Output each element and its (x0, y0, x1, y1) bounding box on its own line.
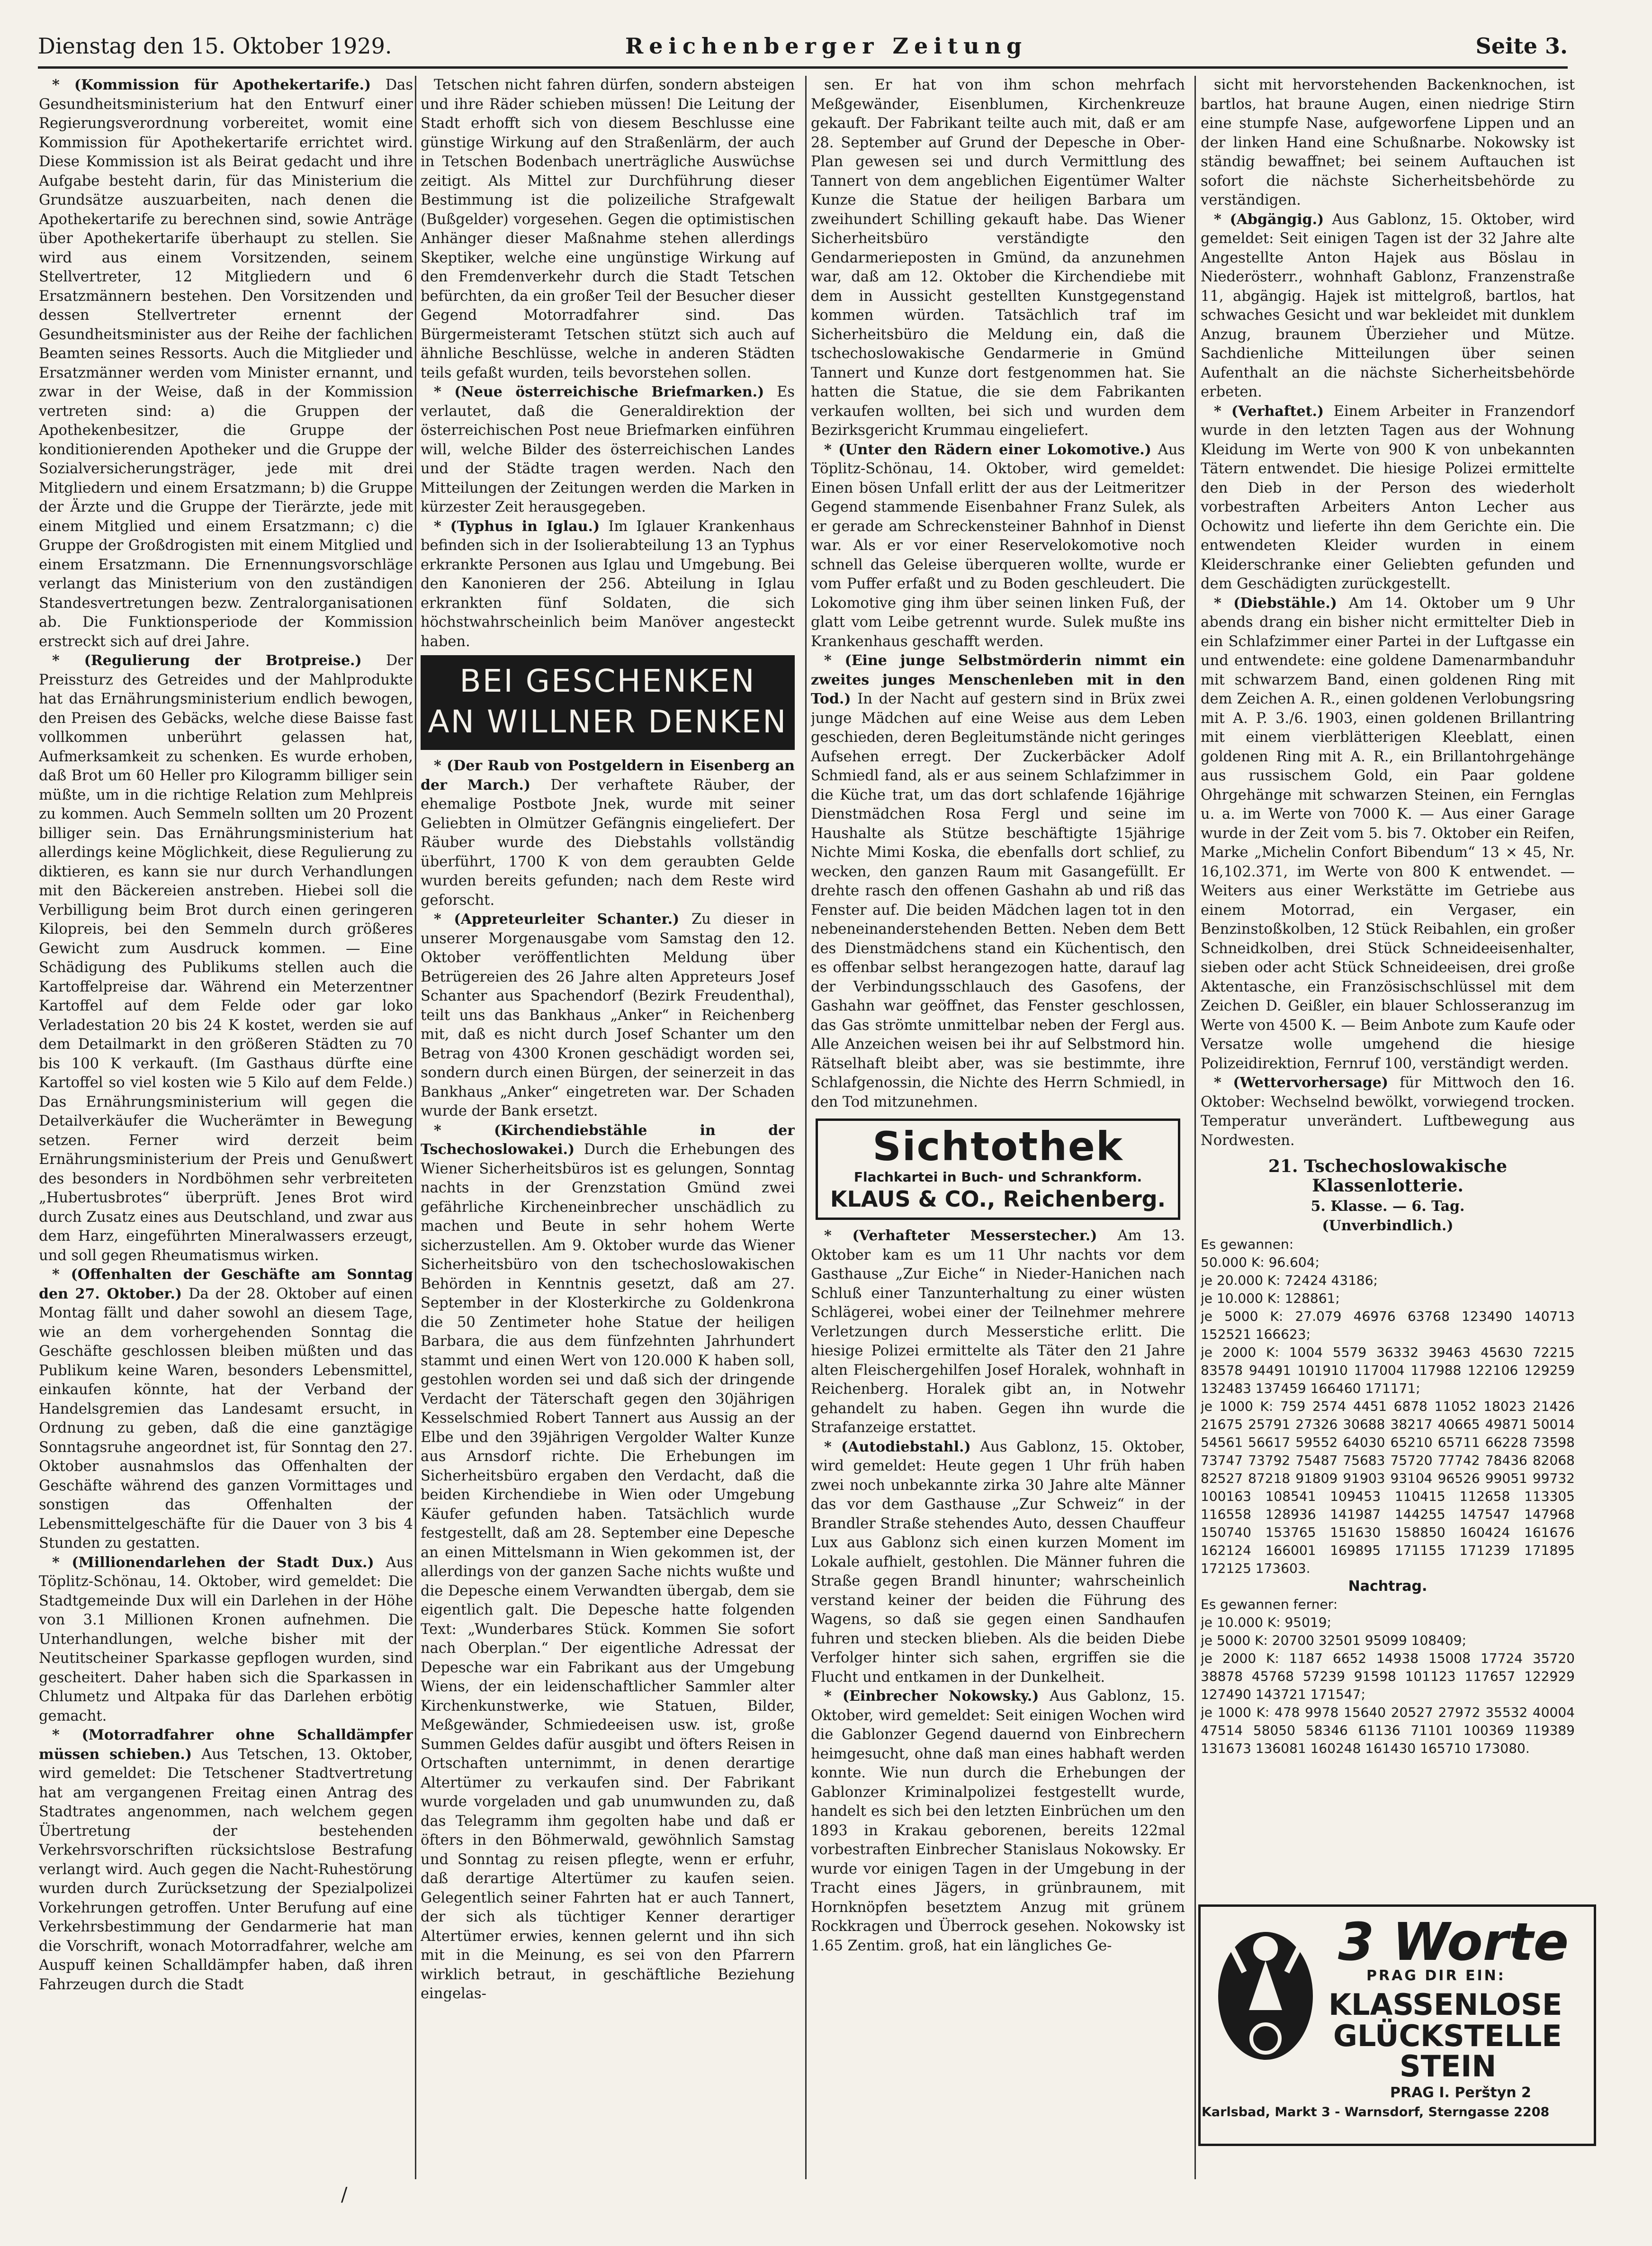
ad-stein-name: STEIN (1400, 2049, 1497, 2084)
advertisement-willner (421, 655, 795, 750)
article (39, 1265, 413, 1553)
article (421, 76, 795, 383)
article (421, 910, 795, 1121)
article-body: Am 13. Oktober kam es um 11 Uhr nachts vor dem Gasthause „Zur Eiche“ in Nieder-Hanichen nach Schluß einer Tanzunterhaltung zu einer wüsten Schlägerei, wobei einer der Teilnehmer mehrere Verletzungen durch Messerstiche erlitt. Die hiesige Polizei ermittelte als Täter den 21 Jahre alten Fleischergehilfen Josef Horalek, wohnhaft in Reichenberg. Horalek gibt an, in Notwehr gehandelt zu haben. Gegen ihn wurde die Strafanzeige erstattet. (811, 1227, 1185, 1436)
article (421, 757, 795, 910)
article-heading: * (Appreteurleiter Schanter.) (434, 911, 680, 928)
ad-stein-line: GLÜCKSTELLE (1333, 2019, 1562, 2053)
newspaper-title: Reichenberger Zeitung (625, 33, 1028, 59)
article-heading: * (Diebstähle.) (1214, 595, 1337, 612)
article-body: Aus Gablonz, 15. Oktober, wird gemeldet: Seit einigen Wochen wird die Gablonzer Gegend dauernd von Einbrechern heimgesucht, ohne daß man eines habhaft werden konnte. Wie nun durch die Erhebungen der Gablonzer Kriminalpolizei festgestellt wurde, handelt es sich bei den letzten Einbrüchen um den 1893 in Krakau geborenen, bereits 122mal vorbestraften Einbrecher Stanislaus Nokowsky. Er wurde vor einigen Tagen in der Umgebung in der Tracht eines Jägers, in grünbraunem, mit Hornknöpfen besetztem Anzug mit grünem Rockkragen und Überrock gesehen. Nokowsky ist 1.65 Zentim. groß, hat ein längliches Ge- (811, 1688, 1185, 1954)
ad-willner-line: BEI GESCHENKEN (459, 663, 756, 699)
article (811, 1438, 1185, 1687)
article-body: Am 14. Oktober um 9 Uhr abends drang ein bisher nicht ermittelter Dieb in ein Schlafzimmer einer Partei in der Luftgasse ein und entwendete: eine goldene Damenarmbanduhr mit schwarzem Band, einen goldenen Ring mit dem Zeichen A. R., einen goldenen Verlobungsring mit A. P. 3./6. 1903, einen goldenen Brillantring mit einem vierblätterigen Kleeblatt, einen goldenen Ring mit A. R., ein Brillantohrgehänge aus russischem Gold, ein Paar goldene Ohrgehänge mit schwarzen Steinen, ein Fernglas u. a. im Werte von 7000 K. — Aus einer Garage wurde in der Zeit vom 5. bis 7. Oktober ein Reifen, Marke „Michelin Confort Bibendum“ 13 × 45, Nr. 16,102.371, im Werte von 800 K entwendet. — Weiters aus einer Werkstätte im Getriebe aus einem Motorrad, ein Vergaser, ein Benzinstoßkolben, 12 Stück Reibahlen, ein großer Schneidkolben, drei Stück Schneideeisenhalter, sieben oder acht Stück Schneideeisen, drei große Aktentasche, ein Französischschlüssel mit dem Zeichen D. Geißler, ein blauer Schlosseranzug im Werte von 4500 K. — Beim Anbote zum Kaufe oder Versatze wolle umgehend die hiesige Polizeidirektion, Fernruf 100, verständigt werden. (1201, 595, 1575, 1072)
article-heading: * (Typhus in Iglau.) (434, 518, 600, 535)
article-heading: * (Wettervorhersage) (1214, 1074, 1389, 1091)
article (811, 1687, 1185, 1956)
article-heading: * (Regulierung der Brotpreise.) (52, 652, 362, 669)
lottery-intro: Es gewannen: (1201, 1236, 1294, 1252)
lottery-row: je 10.000 K: 128861; (1201, 1290, 1340, 1306)
ad-stein-address: PRAG I. Perštyn 2 (1390, 2084, 1531, 2101)
lottery-title: 21. Tschechoslowakische Klassenlotterie. (1268, 1156, 1508, 1196)
article-heading: * (Verhaftet.) (1214, 403, 1324, 420)
lottery-row: je 5000 K: 27.079 46976 63768 123490 140713 152521 166623; (1201, 1308, 1575, 1342)
article-body: In der Nacht auf gestern sind in Brüx zwei junge Mädchen auf eine Weise aus dem Leben geschieden, deren Begleitumstände nicht geringes Aufsehen erregt. Der Zuckerbäcker Adolf Schmiedl fand, als er aus seinem Schlafzimmer in die Küche trat, um das dort schlafende 16jährige Dienstmädchen Rosa Fergl und seine im Haushalte als Stütze beschäftigte 15jährige Nichte Mimi Koska, die ebenfalls dort schlief, zu wecken, den ganzen Raum mit Gasangefüllt. Er drehte rasch den offenen Gashahn ab und riß das Fenster auf. Die beiden Mädchen lagen tot in den nebeneinanderstehenden Betten. Neben dem Bett des Dienstmädchens stand ein Küchentisch, den es offenbar selbst herangezogen hatte, darauf lag der Verbindungsschlauch des Gasofens, der Gashahn war geöffnet, das Fenster geschlossen, das Gas strömte unmittelbar neben der Fergl aus. Alle Anzeichen weisen bei ihr auf Selbstmord hin. Rätselhaft bleibt aber, was sie bestimmte, ihre Schlafgenossin, die Nichte des Herrn Schmiedl, in den Tod mitzunehmen. (811, 691, 1185, 1110)
article (1201, 210, 1575, 402)
article (811, 651, 1185, 1112)
article-body: Im Iglauer Krankenhaus befinden sich in der Isolierabteilung 13 an Typhus erkrankte Personen aus Iglau und Umgebung. Bei den Kanonieren der 256. Abteilung in Iglau erkrankten fünf Soldaten, die sich höchstwahrscheinlich beim Manöver angesteckt haben. (421, 518, 795, 650)
article-heading: * (Abgängig.) (1214, 211, 1324, 228)
article-body: Zu dieser in unserer Morgenausgabe vom Samstag den 12. Oktober veröffentlichten Meldung über Betrügereien des 26 Jahre alten Appreteurs Josef Schanter aus Spachendorf (Bezirk Freudenthal), teilt uns das Bankhaus „Anker“ in Reichenberg mit, daß es nicht durch Josef Schanter um den Betrag von 4300 Kronen geschädigt worden sei, sondern durch einen Bürgen, der seinerzeit in das Bankhaus „Anker“ eingetreten war. Der Schaden wurde der Bank ersetzt. (421, 911, 795, 1119)
advertisement-stein (1198, 1904, 1596, 2146)
ad-stein-branches: Karlsbad, Markt 3 - Warnsdorf, Sterngasse 2208 (1202, 2105, 1550, 2120)
article (421, 517, 795, 652)
ad-sicht-tagline: Flachkartei in Buch- und Schrankform. (853, 1169, 1142, 1185)
article (1201, 594, 1575, 1074)
article-body: Das Gesundheitsministerium hat den Entwurf einer Regierungsverordnung vorbereitet, womit eine Kommission für Apothekertarife errichtet wird. Diese Kommission ist als Beirat gedacht und ihre Aufgabe besteht darin, für das Ministerium die Grundsätze auszuarbeiten, nach denen die Apothekertarife zu berechnen sind, sowie Anträge über Apothekertarife überhaupt zu stellen. Sie wird aus einem Vorsitzenden, seinem Stellvertreter, 12 Mitgliedern und 6 Ersatzmännern bestehen. Den Vorsitzenden und dessen Stellvertreter ernennt der Gesundheitsminister aus der Reihe der fachlichen Beamten seines Ressorts. Auch die Mitglieder und Ersatzmänner werden vom Minister ernannt, und zwar in der Weise, daß in der Kommission vertreten sind: a) die Gruppen der Apothekenbesitzer, die Gruppe der konditionierenden Apotheker und die Gruppe der Sozialversicherungsträger, jede mit drei Mitgliedern und einem Ersatzmann; b) die Gruppe der Ärzte und die Gruppe der Tierärzte, jede mit einem Mitglied und einem Ersatzmann; c) die Gruppe der Großdrogisten mit einem Mitglied und einem Ersatzmann. Die Ernennungsvorschläge verlangt das Ministerium von den zuständigen Standesvertretungen bezw. Zentralorganisationen ab. Die Funktionsperiode der Kommission erstreckt sich auf drei Jahre. (39, 77, 413, 650)
lottery-supplement-title: Nachtrag. (1348, 1578, 1428, 1595)
article-body: Der Preissturz des Getreides und der Mahlprodukte hat das Ernährungsministerium endlich bewogen, den Preisen des Gebäcks, welche diese Baisse fast vollkommen unberührt gelassen hat, Aufmerksamkeit zu schenken. Es wurde erhoben, daß Brot um 60 Heller pro Kilogramm billiger sein müßte, um in die richtige Relation zum Mehlpreis zu kommen. Auch Semmeln sollten um 20 Prozent billiger sein. Das Ernährungsministerium hat allerdings keine Möglichkeit, diese Regulierung zu diktieren, es kann sie nur durch Verhandlungen mit den Bäckereien anstreben. Hiebei soll die Verbilligung beim Brot durch einen geringeren Kilopreis, bei den Semmeln durch größeres Gewicht zum Ausdruck kommen. — Eine Schädigung des Publikums stellen auch die Kartoffelpreise dar. Während ein Meterzentner Kartoffel auf dem Felde oder gar loko Verladestation 20 bis 24 K kostet, werden sie auf dem Detailmarkt in den größeren Städten zu 70 bis 100 K verkauft. (Im Gasthaus dürfte eine Kartoffel so viel kosten wie 5 Kilo auf dem Felde.) Das Ernährungsministerium will gegen die Detailverkäufer die Wucherämter in Bewegung setzen. Ferner wird derzeit beim Ernährungsministerium der Preis und Genußwert des besonders in Nordböhmen sehr verbreiteten „Hubertusbrotes“ überprüft. Jenes Brot wird durch Zusatz eines aus Deutschland, und zwar aus dem Harz, eingeführten Mineralwassers erzeugt, und soll gegen Rheumatismus wirken. (39, 652, 413, 1264)
lottery-row: je 1000 K: 478 9978 15640 20527 27972 35532 40004 47514 58050 58346 61136 71101 100369 119389 131673 136081 160248 161430 165710 173080. (1201, 1705, 1575, 1756)
article (811, 76, 1185, 441)
lottery-row: je 10.000 K: 95019; (1201, 1615, 1331, 1630)
article (39, 1726, 413, 1994)
lottery-row: je 20.000 K: 72424 43186; (1201, 1272, 1378, 1288)
advertisement-sichtothek (816, 1118, 1180, 1220)
lottery-numbers (1201, 1236, 1575, 1758)
column-3 (811, 76, 1185, 2179)
article-body: Aus Töplitz-Schönau, 14. Oktober, wird gemeldet: Die Stadtgemeinde Dux will ein Darlehen in der Höhe von 3.1 Millionen Kronen aufnehmen. Die Unterhandlungen, welche bisher mit der Neutitscheiner Sparkasse gepflogen wurden, sind gescheitert. Daher haben sich die Sparkassen in Chlumetz und Altpaka für das Darlehen erbötig gemacht. (39, 1554, 413, 1724)
article (421, 383, 795, 517)
article-body: Der verhaftete Räuber, der ehemalige Postbote Jnek, wurde mit seiner Geliebten in Olmützer Gefängnis eingeliefert. Der Räuber wurde des Diebstahls vollständig überführt, 1700 K von dem geraubten Gelde wurden bereits gefunden; nach dem Reste wird geforscht. (421, 776, 795, 909)
lottery-row: je 5000 K: 20700 32501 95099 108409; (1201, 1633, 1466, 1648)
ad-stein-headline: 3 Worte (1338, 1912, 1569, 1972)
article (39, 76, 413, 651)
article-heading: * (Kirchendiebstähle in der Tschechoslowakei.) (421, 1122, 795, 1158)
ad-willner-line: AN WILLNER DENKEN (428, 704, 788, 740)
article-body: Aus Töplitz-Schönau, 14. Oktober, wird gemeldet: Einen bösen Unfall erlitt der aus der Leitmeritzer Gegend stammende Eisenbahner Franz Sulek, als er gerade am Schreckensteiner Bahnhof in Dienst war. Als er vor einer Reservelokomotive noch schnell das Geleise überqueren wollte, wurde er vom Puffer erfaßt und zu Boden geschleudert. Die Lokomotive ging ihm über seinen linken Fuß, der glatt vom Leibe getrennt wurde. Sulek mußte ins Krankenhaus geschafft werden. (811, 441, 1185, 650)
article-body: sen. Er hat von ihm schon mehrfach Meßgewänder, Eisenblumen, Kirchenkreuze gekauft. Der Fabrikant teilte auch mit, daß er am 28. September auf Grund der Depesche in Ober-Plan gewesen sei und durch Vermittlung des Tannert von dem angeblichen Eigentümer Walter Kunze die Statue der heiligen Barbara um zweihundert Schilling gekauft habe. Das Wiener Sicherheitsbüro verständigte den Gendarmerieposten in Gmünd, da anzunehmen war, daß am 12. Oktober die Kirchendiebe mit dem in Aussicht gestellten Kunstgegenstand kommen würden. Tatsächlich traf im Sicherheitsbüro die Meldung ein, daß die tschechoslowakische Gendarmerie in Gmünd Tannert und Kunze dort festgenommen hat. Sie hatten die Statue, die sie dem Fabrikanten verkaufen wollten, bei sich und wurden dem Bezirksgericht Krummau eingeliefert. (811, 77, 1185, 439)
lottery-results (1201, 1157, 1575, 1758)
article-heading: * (Einbrecher Nokowsky.) (824, 1688, 1039, 1705)
fortuna-emblem-icon (1211, 1915, 1320, 2067)
column-2 (421, 76, 795, 2179)
lottery-row: je 2000 K: 1004 5579 36332 39463 45630 72215 83578 94491 101910 117004 117988 122106 129259 132483 137459 166460 171171; (1201, 1344, 1575, 1396)
article (39, 1553, 413, 1726)
article-body: Aus Gablonz, 15. Oktober, wird gemeldet: Heute gegen 1 Uhr früh haben zwei noch unbekannte zirka 30 Jahre alte Männer das vor dem Gasthause „Zur Schweiz“ in der Brandler Straße stehendes Auto, dessen Chauffeur Lux aus Gablonz sich einen kurzen Moment im Lokale aufhielt, gestohlen. Die Männer fuhren die Straße gegen Brandl hinunter; wahrscheinlich verstand keiner der beiden die Führung des Wagens, so daß sie gegen einen Sandhaufen fuhren und stecken blieben. Als die beiden Diebe Verfolger hinter sich sahen, ergriffen sie die Flucht und entkamen in der Dunkelheit. (811, 1438, 1185, 1686)
article (1201, 76, 1575, 210)
article (39, 651, 413, 1265)
lottery-row: je 1000 K: 759 2574 4451 6878 11052 18023 21426 21675 25791 27326 30688 38217 40665 49871 50014 54561 56617 59552 64030 65210 65711 66228 73598 73747 73792 75487 75683 75720 77742 78436 82068 82527 87218 91809 91903 93104 96526 99051 99732 100163 108541 109453 110415 112658 113305 116558 128936 141987 144255 147547 147968 150740 153765 151630 158850 160424 161676 162124 166001 169895 171155 171239 171895 172125 173603. (1201, 1398, 1575, 1576)
article-body: Es verlautet, daß die Generaldirektion der österreichischen Post neue Briefmarken einführen will, welche Bilder des österreichischen Landes und der Städte tragen werden. Nach den Mitteilungen der Zeitungen werden die Marken in kürzester Zeit herausgegeben. (421, 384, 795, 515)
article-heading: * (Verhafteter Messerstecher.) (824, 1227, 1097, 1244)
column-rule (805, 76, 807, 2179)
lottery-row: je 2000 K: 1187 6652 14938 15008 17724 35720 38878 45768 57239 91598 101123 117657 122929 127490 143721 171547; (1201, 1651, 1575, 1702)
column-4 (1201, 76, 1575, 2179)
ad-sicht-name: Sichtothek (872, 1123, 1123, 1170)
lottery-subtitle: 5. Klasse. — 6. Tag. (1311, 1198, 1465, 1215)
article (421, 1121, 795, 2004)
article-heading: * (Neue österreichische Briefmarken.) (434, 384, 764, 400)
article-heading: * (Motorradfahrer ohne Schalldämpfer müssen schieben.) (39, 1727, 413, 1763)
article (811, 441, 1185, 652)
lottery-note: (Unverbindlich.) (1322, 1217, 1454, 1234)
article-body: Einem Arbeiter in Franzendorf wurde in den letzten Tagen aus der Wohnung Kleidung im Werte von 900 K von unbekannten Tätern entwendet. Die hiesige Polizei ermittelte den Dieb in der Person des wiederholt vorbestraften Arbeiters Anton Lecher aus Ochowitz und lieferte ihn dem Gerichte ein. Die entwendeten Kleider wurden in einem Kleiderschranke einer Geliebten gefunden und dem Geschädigten zurückgestellt. (1201, 403, 1575, 592)
article-body: Tetschen nicht fahren dürfen, sondern absteigen und ihre Räder schieben müssen! Die Leitung der Stadt erhofft sich von diesem Beschlusse eine günstige Wirkung auf den Straßenlärm, der auch in Tetschen Bodenbach unerträgliche Auswüchse zeitigt. Als Mittel zur Durchführung dieser Bestimmung ist die polizeiliche Strafgewalt (Bußgelder) vorgesehen. Gegen die optimistischen Anhänger dieser Maßnahme stehen allerdings Skeptiker, welche eine ungünstige Wirkung auf den Fremdenverkehr durch die Stadt Tetschen befürchten, da ein großer Teil der Besucher dieser Gegend Motorradfahrer sind. Das Bürgermeisteramt Tetschen stützt sich auch auf ähnliche Beschlüsse, welche in anderen Städten teils gefaßt wurden, teils bevorstehen sollen. (421, 77, 795, 381)
article-heading: * (Millionendarlehen der Stadt Dux.) (52, 1554, 374, 1571)
ad-sicht-firm: KLAUS & CO., Reichenberg. (830, 1186, 1166, 1212)
article-body: Aus Tetschen, 13. Oktober, wird gemeldet: Die Tetschener Stadtvertretung hat am vergangenen Freitag einen Antrag des Stadtrates angenommen, nach welchem gegen Übertretung der bestehenden Verkehrsvorschriften rücksichtslose Bestrafung verlangt wird. Auch gegen die Nacht-Ruhestörung wurden durch Zurücksetzung der Spezialpolizei Vorkehrungen getroffen. Unter Berufung auf eine Verkehrsbestimmung der Gendarmerie hat man die Vorschrift, wonach Motorradfahrer, welche am Auspuff keinen Schalldämpfer haben, daß ihren Fahrzeugen durch die Stadt (39, 1746, 413, 1993)
lottery-intro: Es gewannen ferner: (1201, 1597, 1338, 1612)
article-heading: * (Kommission für Apothekertarife.) (52, 77, 371, 93)
ad-stein-subline: PRAG DIR EIN: (1366, 1967, 1506, 1984)
column-rule (1194, 76, 1196, 2179)
article-body: Aus Gablonz, 15. Oktober, wird gemeldet: Seit einigen Tagen ist der 32 Jahre alte Angestellte Anton Hajek aus Böslau in Niederösterr., wohnhaft Gablonz, Franzenstraße 11, abgängig. Hajek ist mittelgroß, bartlos, hat schwaches Gesicht und war bekleidet mit dunklem Anzug, braunem Überzieher und Mütze. Sachdienliche Mitteilungen über seinen Aufenthalt an die nächste Sicherheitsbehörde erbeten. (1201, 211, 1575, 400)
header-date: Dienstag den 15. Oktober 1929. (38, 33, 392, 59)
article-body: für Mittwoch den 16. Oktober: Wechselnd bewölkt, vorwiegend trocken. Temperatur unverändert. Luftbewegung aus Nordwesten. (1201, 1074, 1575, 1149)
article-body: Da der 28. Oktober auf einen Montag fällt und daher sowohl an diesem Tage, wie an dem vorhergehenden Sonntag die Geschäfte geschlossen bleiben müßten und das Publikum keine Waren, besonders Lebensmittel, einkaufen könnte, hat der Verband der Handelsgremien das Landesamt ersucht, in Ordnung zu geben, daß die eine ganztägige Sonntagsruhe angeordnet ist, für Sonntag den 27. Oktober ausnahmslos das Offenhalten der Geschäfte während des ganzen Vormittages und sonstigen das Offenhalten der Lebensmittelgeschäfte für die Dauer von 3 bis 4 Stunden zu gestatten. (39, 1285, 413, 1551)
column-1 (39, 76, 413, 2179)
article-body: sicht mit hervorstehenden Backenknochen, ist bartlos, hat braune Augen, einen niedrige Stirn eine stumpfe Nase, aufgeworfene Lippen und an der linken Hand eine Schußnarbe. Nokowsky ist ständig bewaffnet; bei seinem Auftauchen ist sofort die nächste Sicherheitsbehörde zu verständigen. (1201, 77, 1575, 208)
article-heading: * (Der Raub von Postgeldern in Eisenberg an der March.) (421, 758, 795, 794)
article-heading: * (Unter den Rädern einer Lokomotive.) (824, 441, 1151, 458)
lottery-row: 50.000 K: 96.604; (1201, 1254, 1320, 1270)
article-heading: * (Offenhalten der Geschäfte am Sonntag den 27. Oktober.) (39, 1266, 413, 1302)
stray-mark: / (341, 2184, 348, 2206)
page-header (38, 33, 1568, 69)
article-body: Durch die Erhebungen des Wiener Sicherheitsbüros ist es gelungen, Sonntag nachts in der Grenzstation Gmünd zwei gefährliche Kircheneinbrecher unschädlich zu machen und Beute in sehr hohem Werte sicherzustellen. Am 9. Oktober wurde das Wiener Sicherheitsbüro von den tschechoslowakischen Behörden in Kenntnis gesetzt, daß am 27. September in der Klosterkirche zu Goldenkrona die 50 Zentimeter hohe Statue der heiligen Barbara, die aus dem fünfzehnten Jahrhundert stammt und einen Wert von 120.000 K haben soll, gestohlen worden sei und daß sich der dringende Verdacht der Täterschaft gegen den 30jährigen Kesselschmied Robert Tannert aus Aussig an der Elbe und den 39jährigen Vergolder Walter Kunze aus Arnsdorf richte. Die Erhebungen im Sicherheitsbüro ergaben den Verdacht, daß die beiden Kirchendiebe in Wien oder Umgebung Käufer gefunden haben. Tatsächlich wurde festgestellt, daß am 28. September eine Depesche an einen Mittelsmann in Wien gekommen ist, der allerdings von der ganzen Sache nichts wußte und die Depesche einem Verwandten übergab, dem sie eigentlich galt. Die Depesche hatte folgenden Text: „Wunderbares Stück. Kommen Sie sofort nach Oberplan.“ Der eigentliche Adressat der Depesche war ein Fabrikant aus der Umgebung Wiens, der ein leidenschaftlicher Sammler alter Kirchenkunstwerke, wie Statuen, Bilder, Meßgewänder, Schmiedeeisen usw. ist, große Summen Geldes dafür ausgibt und öfters Reisen in Ortschaften unternimmt, in denen derartige Altertümer zu verkaufen sind. Der Fabrikant wurde vorgeladen und gab unumwunden zu, daß das Telegramm ihm gegolten habe und daß er öfters in den Böhmerwald, gewöhnlich Samstag und Sonntag zu reisen pflegte, wenn er erfuhr, daß derartige Altertümer zu kaufen seien. Gelegentlich seiner Fahrten hat er auch Tannert, der sich als tüchtiger Kenner derartiger Altertümer erwies, kennen gelernt und ihn sich mit in die Meinung, es sei von den Pfarrern wirklich betraut, in geschäftliche Beziehung eingelas- (421, 1141, 795, 2002)
article (1201, 1073, 1575, 1150)
article-heading: * (Eine junge Selbstmörderin nimmt ein zweites junges Menschenleben mit in den Tod.) (811, 652, 1185, 707)
column-rule (415, 76, 416, 2179)
article (811, 1227, 1185, 1438)
article (1201, 402, 1575, 594)
article-heading: * (Autodiebstahl.) (824, 1438, 971, 1455)
ad-stein-line: KLASSENLOSE (1329, 1987, 1562, 2022)
page-number: Seite 3. (1475, 33, 1568, 59)
